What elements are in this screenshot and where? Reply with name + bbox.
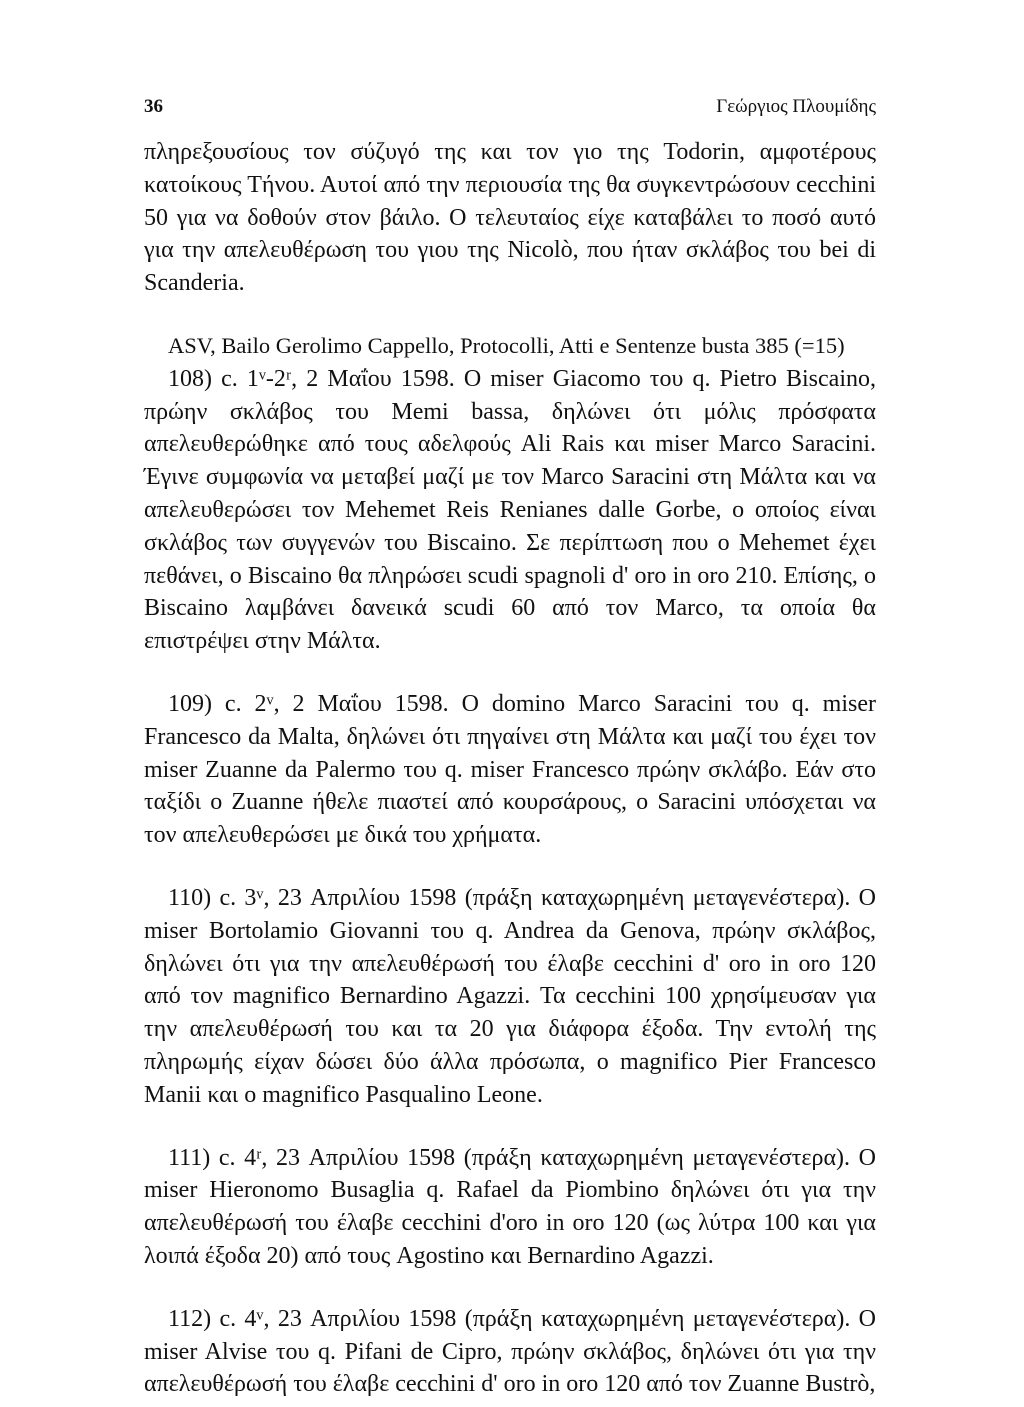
spacer [144, 852, 876, 882]
running-head-author: Γεώργιος Πλουμίδης [716, 96, 876, 117]
spacer [144, 1112, 876, 1142]
spacer [144, 658, 876, 688]
spacer [144, 300, 876, 330]
entry-108: 108) c. 1ᵛ-2ʳ, 2 Μαΐου 1598. Ο miser Giacomo του q. Pietro Biscaino, πρώην σκλάβος του Memi bassa, δηλώνει ότι μόλις πρόσφατα απελευθερώθηκε από τους αδελφούς Ali Rais και miser Marco Saracini. Έγινε συμφωνία να μεταβεί μαζί με τον Marco Saracini στη Μάλτα και να απελευθερώσει τον Mehemet Reis Renianes dalle Gorbe, ο οποίος είναι σκλάβος των συγγενών του Biscaino. Σε περίπτωση που ο Mehemet έχει πεθάνει, ο Biscaino θα πληρώσει scudi spagnoli d' oro in oro 210. Επίσης, ο Biscaino λαμβάνει δανεικά scudi 60 από τον Marco, τα οποία θα επιστρέψει στην Μάλτα. [144, 365, 876, 655]
intro-paragraph: πληρεξουσίους τον σύζυγό της και τον γιο της Todorin, αμφοτέρους κατοίκους Τήνου. Αυτοί από την περιουσία της θα συγκεντρώσουν cecchini 50 για να δοθούν στον βάιλο. Ο τελευταίος είχε καταβάλει το ποσό αυτό για την απελευθέρωση του γιου της Nicolò, που ήταν σκλάβος του bei di Scanderia. [144, 139, 876, 297]
entry-110: 110) c. 3ᵛ, 23 Απριλίου 1598 (πράξη καταχωρημένη μεταγενέστερα). Ο miser Bortolamio Giovanni του q. Andrea da Genova, πρώην σκλάβος, δηλώνει ότι για την απελευθέρωσή του έλαβε cecchini d' oro in oro 120 από τον magnifico Bernardino Agazzi. Τα cecchini 100 χρησίμευσαν για την απελευθέρωσή του και τα 20 για διάφορα έξοδα. Την εντολή της πληρωμής είχαν δώσει δύο άλλα πρόσωπα, ο magnifico Pier Francesco Manii και ο magnifico Pasqualino Leone. [144, 884, 876, 1108]
spacer [144, 1273, 876, 1303]
archive-source-reference: ASV, Bailo Gerolimo Cappello, Protocolli, Atti e Sentenze busta 385 (=15) [168, 332, 845, 358]
page-number: 36 [144, 96, 163, 117]
entry-109: 109) c. 2ᵛ, 2 Μαΐου 1598. Ο domino Marco Saracini του q. miser Francesco da Malta, δηλώνει ότι πηγαίνει στη Μάλτα και μαζί του έχει τον miser Zuanne da Palermo του q. miser Francesco πρώην σκλάβο. Εάν στο ταξίδι ο Zuanne ήθελε πιαστεί από κουρσάρους, ο Saracini υπόσχεται να τον απελευθερώσει με δικά του χρήματα. [144, 690, 876, 849]
entry-112: 112) c. 4ᵛ, 23 Απριλίου 1598 (πράξη καταχωρημένη μεταγενέστερα). Ο miser Alvise του q. Pifani de Cipro, πρώην σκλάβος, δηλώνει ότι για την απελευθέρωσή του έλαβε cecchini d' oro in oro 120 από τον Zuanne Bustrò, [144, 1305, 876, 1398]
entry-111: 111) c. 4ʳ, 23 Απριλίου 1598 (πράξη καταχωρημένη μεταγενέστερα). Ο miser Hieronomo Busaglia q. Rafael da Piombino δηλώνει ότι για την απελευθέρωσή του έλαβε cecchini d'oro in oro 120 (ως λύτρα 100 και για λοιπά έξοδα 20) από τους Agostino και Bernardino Agazzi. [144, 1144, 876, 1269]
document-page [144, 96, 876, 1401]
running-head [144, 96, 876, 124]
